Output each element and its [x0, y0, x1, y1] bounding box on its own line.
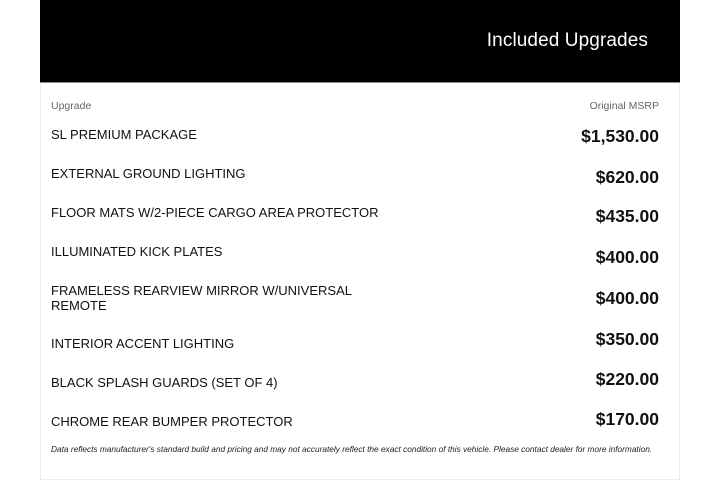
- upgrade-price: $400.00: [595, 288, 659, 308]
- upgrade-price: $435.00: [595, 206, 659, 226]
- section-header: [40, 0, 680, 83]
- upgrades-table: [40, 83, 680, 480]
- upgrade-price: $400.00: [595, 247, 659, 267]
- upgrade-name: EXTERNAL GROUND LIGHTING: [51, 166, 246, 181]
- column-header-msrp: Original MSRP: [589, 100, 659, 112]
- upgrade-name: FRAMELESS REARVIEW MIRROR W/UNIVERSAL REMOTE: [51, 283, 352, 313]
- upgrade-price: $620.00: [595, 167, 659, 187]
- upgrade-name: INTERIOR ACCENT LIGHTING: [51, 336, 235, 351]
- upgrade-price: $220.00: [595, 369, 659, 389]
- upgrade-name: SL PREMIUM PACKAGE: [51, 127, 197, 142]
- upgrade-name: FLOOR MATS W/2-PIECE CARGO AREA PROTECTOR: [51, 205, 379, 220]
- pricing-disclaimer: Data reflects manufacturer's standard build and pricing and may not accurately reflect the exact condition of this vehicle. Please contact dealer for more information.: [51, 444, 653, 454]
- upgrade-price: $170.00: [595, 409, 659, 429]
- upgrade-price: $350.00: [595, 329, 659, 349]
- upgrade-name: ILLUMINATED KICK PLATES: [51, 244, 223, 259]
- column-header-upgrade: Upgrade: [51, 100, 92, 112]
- upgrade-name: CHROME REAR BUMPER PROTECTOR: [51, 414, 293, 429]
- upgrade-price: $1,530.00: [581, 126, 659, 146]
- upgrade-name: BLACK SPLASH GUARDS (SET OF 4): [51, 375, 278, 390]
- section-title: Included Upgrades: [486, 30, 648, 51]
